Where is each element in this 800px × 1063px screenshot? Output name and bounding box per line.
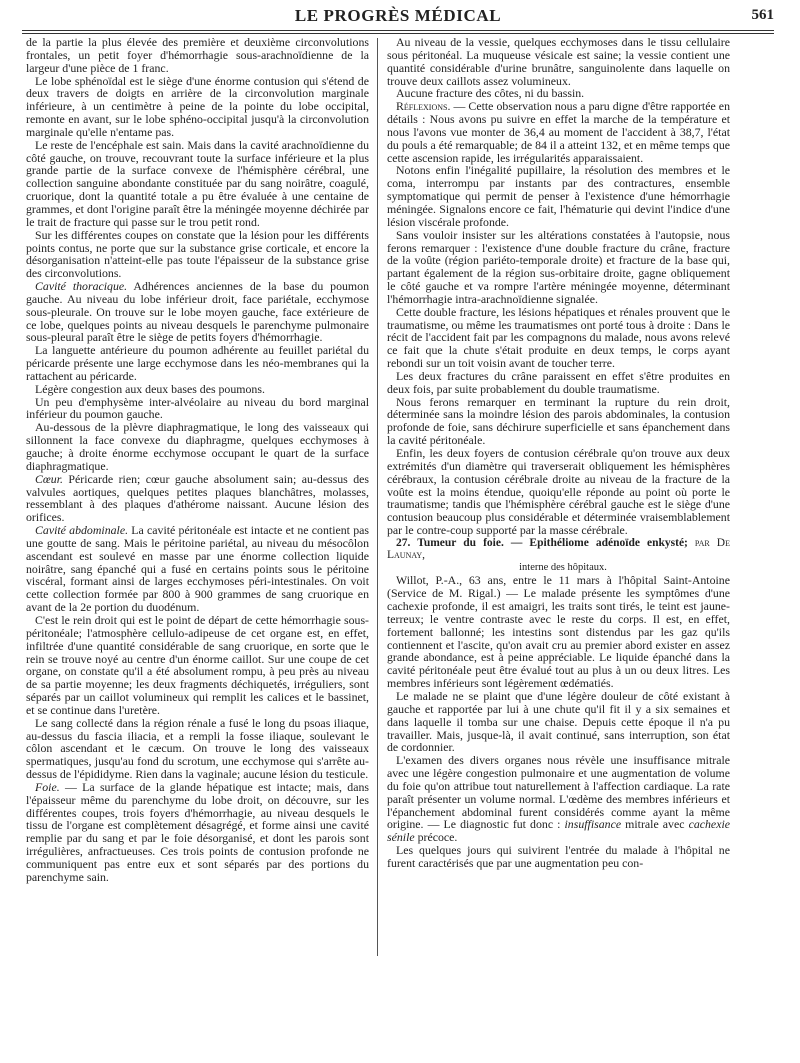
paragraph: Cette double fracture, les lésions hépatiques et rénales prouvent que le traumatisme, ou même les traumatismes ont porté tous à droite : Dans le récit de l'accident fait par les compagnons du malade, nous avons relevé ce fait que la chute s'était produite en deux temps, le corps ayant rebondi sur un toit voisin avant de toucher terre. [387, 304, 730, 371]
section-label: Cœur. [35, 471, 63, 486]
column-divider [377, 38, 378, 956]
paragraph: Notons enfin l'inégalité pupillaire, la résolution des membres et le coma, interrompu par instants par des contractures, ensemble symptomatique qui permit de penser à l'existence d'une hémorrhagie méningée. Signalons encore ce fait, l'hématurie qui devint l'indice d'une lésion viscérale profonde. [387, 163, 730, 229]
paragraph: Un peu d'emphysème inter-alvéolaire au niveau du bord marginal inférieur du poumon gauche. [26, 394, 369, 422]
paragraph: Nous ferons remarquer en terminant la rupture du rein droit, déterminée sans la moindre lésion des parois abdominales, la contusion profonde de foie, sans déchirure superficielle et sans épanchement dans la cavité péritonéale. [387, 394, 730, 448]
article-author: par De Launay, [387, 536, 730, 562]
right-column [387, 36, 730, 870]
paragraph: Sans vouloir insister sur les altérations constatées à l'autopsie, nous ferons remarquer : l'existence d'une double fracture du crâne, fracture de la voûte (région pariéto-temporale droite) et fracture de la base qui, partant également de la région sus-orbitaire droite, gagne obliquement le côté gauche et va rompre l'artère méningée moyenne, déterminant l'hémorrhagie intra-arachnoïdienne signalée. [387, 227, 730, 306]
section-label: Cavité abdominale. [35, 523, 129, 538]
paragraph [387, 754, 730, 844]
paragraph: Les deux fractures du crâne paraissent en effet s'être produites en deux fois, par suite probablement du double traumatisme. [387, 368, 730, 396]
diagnosis-term: insuffisance [564, 817, 622, 832]
paragraph: Les quelques jours qui suivirent l'entrée du malade à l'hôpital ne furent caractérisés que par une augmentation peu con- [387, 843, 730, 870]
paragraph: Le sang collecté dans la région rénale a fusé le long du psoas iliaque, au-dessus du fascia iliacia, et a rempli la fosse iliaque, soulevant le côlon ascendant et le cæcum. On trouve le long des vaisseaux spermatiques, jusqu'au fond du scrotum, une ecchymose qui s'arrête au-dessus de l'épididyme. Rien dans la vaginale; aucune lésion du testicule. [26, 715, 369, 782]
paragraph-text: précoce. [414, 830, 458, 845]
diagnosis-term: cachexie sénile [387, 817, 730, 845]
paragraph-text: mitrale avec [621, 817, 689, 832]
page-number: 561 [751, 7, 774, 23]
paragraph [26, 781, 369, 884]
paragraph: Sur les différentes coupes on constate que la lésion pour les différents points contus, ne porte que sur la substance grise corticale, et encore la désorganisation n'atteint-elle pas toute l'épaisseur de la substance grise des circonvolutions. [26, 227, 369, 281]
article-number: 27. [396, 536, 411, 549]
section-label: Réflexions. [396, 99, 451, 114]
section-label: Cavité thoracique. [35, 279, 128, 294]
paragraph: de la partie la plus élevée des première et deuxième circonvolutions frontales, un petit foyer d'hémorrhagie sous-arachnoïdienne de la largeur d'une pièce de 1 franc. [26, 35, 369, 75]
paragraph-text: La cavité péritonéale est intacte et ne contient pas une goutte de sang. Mais le péritoine pariétal, au niveau du mésocôlon ascendant est soulevé en masse par une énorme collection liquide noirâtre, sang épanché qui a fusé en certains points sous le péritoine viscéral, formant ainsi de larges ecchymoses péri-intestinales. On voit cette collection formée par 800 à 900 grammes de sang cruorique en avant de la 2e portion du duodénum. [26, 523, 369, 615]
paragraph: Le reste de l'encéphale est sain. Mais dans la cavité arachnoïdienne du côté gauche, on trouve, recouvrant toute la surface inférieure et la plus grande partie de la surface convexe de l'hémisphère cérébral, une collection sanguine abondante constituée par du sang noirâtre, coagulé, cruorique, dont la quantité totale a pu être évaluée à une centaine de grammes, et dont l'origine paraît être la méningée moyenne déchirée par le trait de fracture qui passe sur le trou petit rond. [26, 137, 369, 229]
paragraph [26, 524, 369, 614]
article-author-role: interne des hôpitaux. [519, 561, 607, 573]
paragraph: Au niveau de la vessie, quelques ecchymoses dans le tissu cellulaire sous péritonéal. La muqueuse vésicale est saine; la vessie contient une quantité considérable d'urine brunâtre, sanguinolente dans laquelle on trouve deux caillots assez volumineux. [387, 35, 730, 88]
running-header [22, 6, 774, 28]
paragraph: Aucune fracture des côtes, ni du bassin. [396, 86, 585, 101]
paragraph-text: — La surface de la glande hépatique est intacte; mais, dans l'épaisseur même du parenchyme du lobe droit, on découvre, sur les différentes coupes, trois foyers d'hémorrhagie, au niveau desquels le tissu de l'organe est complètement désagrégé, et forme ainsi une cavité remplie par du sang et par le foie désorganisé, et dont les parois sont irrégulières, anfractueuses. Ces trois points de contusion profonde ne communiquent pas entre eux et sont séparés par des portions du parenchyme sain. [26, 779, 369, 884]
paragraph: Willot, P.-A., 63 ans, entre le 11 mars à l'hôpital Saint-Antoine (Service de M. Rigal.) — Le malade présente les symptômes d'une cachexie profonde, il est amaigri, les traits sont tirés, le teint est jaune-terreux; le ventre contraste avec le reste du corps. Il est, en effet, fortement ballonné; les intestins sont distendus par les gaz qu'ils contiennent et l'ascite, qu'on avait cru au premier abord exister en assez grande abondance, est à peine appréciable. Le liquide épanché dans la cavité péritonéale peut être évalué tout au plus à un ou deux litres. Les membres inférieurs sont légèrement œdématiés. [387, 573, 730, 691]
paragraph: Le lobe sphénoïdal est le siège d'une énorme contusion qui s'étend de deux travers de doigts en arrière de la circonvolution marginale inférieure, à un centimètre à peine de la pointe du lobe occipital, remonte en avant, sur le lobe sphéno-occipital jusqu'à la circonvolution marginale qu'elle n'entame pas. [26, 73, 369, 139]
paragraph-text: L'examen des divers organes nous révèle une insuffisance mitrale avec une légère congestion pulmonaire et une augmentation de volume du foie qu'on attribue tout naturellement à l'affection cardiaque. La rate paraît présenter un volume normal. L'œdème des membres inférieurs et l'épanchement abdominal furent considérés comme ayant la même origine. — Le diagnostic fut donc : [387, 753, 730, 832]
journal-title: LE PROGRÈS MÉDICAL [294, 6, 502, 25]
paragraph: Le malade ne se plaint que d'une légère douleur de côté existant à gauche et rapportée par lui à une chute qu'il fit il y a six semaines et dans laquelle il tomba sur une chaise. Depuis cette époque il n'a pu travailler. Mais, jusque-là, il avait continué, sans interruption, son état de cordonnier. [387, 689, 730, 755]
paragraph-text: — Cette observation nous a paru digne d'être rapportée en détails : Nous avons pu suivre en effet la marche de la température et nous l'avons vue monter de 36,4 au moment de l'accident à 38,7, l'état du pouls a été remarquable; de 84 il a atteint 132, et en même temps que cette ascension rapide, les irrégularités apparaissaient. [387, 99, 730, 165]
section-label: Foie. [35, 779, 60, 794]
paragraph [387, 100, 730, 164]
header-rule-thin [22, 33, 774, 34]
left-column [26, 36, 369, 884]
paragraph: C'est le rein droit qui est le point de départ de cette hémorrhagie sous-péritonéale; l'atmosphère cellulo-adipeuse de cet organe est, en effet, infiltrée d'une quantité considérable de sang cruorique, en sorte que le rein se trouve noyé au centre d'un énorme caillot. Sur une coupe de cet organe, on constate qu'il a été absolument rompu, à peu près au niveau de sa partie moyenne; les deux fragments déchiquetés, irréguliers, sont séparés par un caillot volumineux qui remplit les calices et le bassinet, et se continue dans l'uretère. [26, 612, 369, 717]
paragraph-text: Adhérences anciennes de la base du poumon gauche. Au niveau du lobe inférieur droit, face pariétale, ecchymose sous-pleurale. On trouve sur le lobe moyen gauche, face extérieure de ce lobe, quelques points au niveau desquels le parenchyme pulmonaire sous-pleural paraît être le siège de petits foyers d'hémorrhagie. [26, 279, 369, 345]
header-rule [22, 30, 774, 31]
paragraph [26, 280, 369, 344]
paragraph: Enfin, les deux foyers de contusion cérébrale qu'on trouve aux deux extrémités d'un diamètre qui traverserait obliquement les hémisphères cérébraux, la contusion cérébrale droite au niveau de la fracture de la voûte est la moins étendue, quoiqu'elle réponde au point où porte le traumatisme; tandis que l'hémisphère cérébral gauche est le siège d'une contusion beaucoup plus considérable et déterminée vraisemblablement par le contre-coup supporté par la masse cérébrale. [387, 446, 730, 538]
article-title: Tumeur du foie. — Epithéliome adénoïde enkysté; [410, 536, 688, 549]
paragraph: Légère congestion aux deux bases des poumons. [35, 381, 265, 396]
paragraph [26, 473, 369, 524]
article-heading [387, 537, 730, 575]
paragraph: Au-dessous de la plèvre diaphragmatique, le long des vaisseaux qui sillonnent la face convexe du diaphragme, quelques ecchymoses à gauche; à droite énorme ecchymose occupant le quart de la surface diaphragmatique. [26, 420, 369, 473]
paragraph: La languette antérieure du poumon adhérente au feuillet pariétal du péricarde présente une large ecchymose dans les néo-membranes qui la rattachent au péricarde. [26, 343, 369, 383]
paragraph-text: Péricarde rien; cœur gauche absolument sain; au-dessus des valvules aortiques, quelques petites plaques blanchâtres, molasses, ressemblant à des plaques d'athérome naissant. Aucune lésion des orifices. [26, 471, 369, 525]
